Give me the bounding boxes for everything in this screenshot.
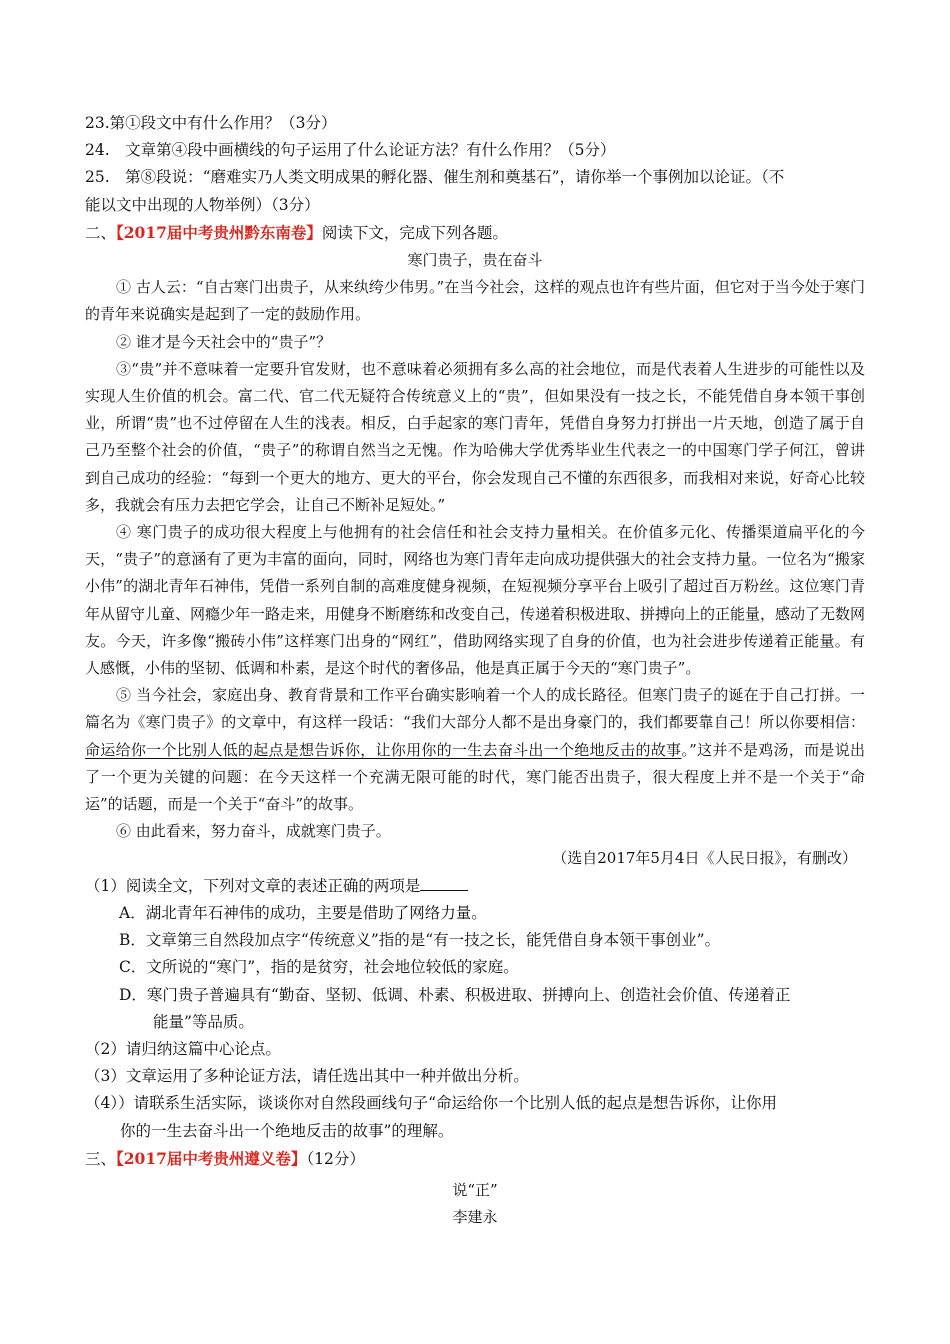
article-paragraph-6: ⑥ 由此看来，努力奋斗，成就寒门贵子。 bbox=[116, 822, 391, 841]
question-25-cont: 能以文中出现的人物举例）（3分） bbox=[85, 195, 320, 214]
article-title: 寒门贵子，贵在奋斗 bbox=[407, 251, 543, 270]
section-3-score: （12分） bbox=[306, 1149, 365, 1168]
article-paragraph-5 bbox=[85, 682, 865, 818]
section-2-instruction: 阅读下文，完成下列各题。 bbox=[321, 223, 508, 242]
section-2-prefix: 二、 bbox=[85, 223, 117, 242]
section-2-source: 【2017届中考贵州黔东南卷】 bbox=[116, 222, 322, 242]
section-2-heading bbox=[85, 219, 865, 247]
option-c: C．文所说的“寒门”，指的是贫穷，社会地位较低的家庭。 bbox=[119, 958, 519, 977]
question-23: 23.第①段文中有什么作用？（3分） bbox=[85, 114, 337, 132]
option-b: B．文章第三自然段加点字“传统意义”指的是“有一技之长，能凭借自身本领干事创业”。 bbox=[119, 931, 721, 950]
sub-question-3: （3）文章运用了多种论证方法，请任选出其中一种并做出分析。 bbox=[85, 1067, 529, 1086]
answer-blank bbox=[420, 876, 468, 891]
section-3-prefix: 三、 bbox=[85, 1149, 117, 1168]
section-3-source: 【2017届中考贵州遵义卷】 bbox=[116, 1148, 307, 1168]
article-source-note: （选自2017年5月4日《人民日报》，有删改） bbox=[552, 849, 857, 868]
section-3-heading bbox=[85, 1145, 865, 1173]
document-content bbox=[85, 110, 865, 1231]
article-paragraph-4: ④ 寒门贵子的成功很大程度上与他拥有的社会信任和社会支持力量相关。在价值多元化、传播渠道扁平化的今天，“贵子”的意涵有了更为丰富的面向，同时，网络也为寒门青年走向成功提供强大的社会支持力量。一位名为“搬家小伟”的湖北青年石神伟，凭借一系列自制的高难度健身视频，在短视频分享平台上吸引了超过百万粉丝。这位寒门青年从留守儿童、网瘾少年一路走来，用健身不断磨练和改变自己，传递着积极进取、拼搏向上的正能量，感动了无数网友。今天，许多像“搬砖小伟”这样寒门出身的“网红”，借助网络实现了自身的价值，也为社会进步传递着正能量。有人感慨，小伟的坚韧、低调和朴素，是这个时代的奢侈品，他是真正属于今天的“寒门贵子”。 bbox=[85, 523, 866, 678]
underlined-sentence: 命运给你一个比别人低的起点是想告诉你，让你用你的一生去奋斗出一个绝地反击的故事 bbox=[85, 740, 682, 759]
article-paragraph-1: ① 古人云：“自古寒门出贵子，从来纨绔少伟男。”在当今社会，这样的观点也许有些片面，但它对于当今处于寒门的青年来说确实是起到了一定的鼓励作用。 bbox=[85, 278, 865, 324]
sub-question-1 bbox=[85, 873, 865, 900]
paragraph-5-text-end: 。”这并不是鸡汤，而是说出了一个更为关键的问题：在今天这样一个充满无限可能的时代，寒门能否出贵子，很大程度上并不是一个关于“命运”的话题，而是一个关于“奋斗”的故事。 bbox=[85, 740, 865, 814]
sub-question-2: （2）请归纳这篇中心论点。 bbox=[85, 1039, 281, 1058]
article-paragraph-3: ③“贵”并不意味着一定要升官发财，也不意味着必须拥有多么高的社会地位，而是代表着人生进步的可能性以及实现人生价值的机会。富二代、官二代无疑符合传统意义上的“贵”，但如果没有一技之长，不能凭借自身本领干事创业，所谓“贵”也不过停留在人生的浅表。相反，白手起家的寒门青年，凭借自身努力打拼出一片天地，创造了属于自己乃至整个社会的价值，“贵子”的称谓自然当之无愧。作为哈佛大学优秀毕业生代表之一的中国寒门学子何江，曾讲到自己成功的经验：“每到一个更大的地方、更大的平台，你会发现自己不懂的东西很多，而我相对来说，好奇心比较多，我就会有压力去把它学会，让自己不断补足短处。” bbox=[85, 359, 865, 514]
option-d: D．寒门贵子普遍具有“勤奋、坚韧、低调、朴素、积极进取、拼搏向上、创造社会价值、传递着正 bbox=[119, 985, 791, 1004]
sub-question-4-cont: 你的一生去奋斗出一个绝地反击的故事”的理解。 bbox=[120, 1121, 454, 1140]
section-3-author: 李建永 bbox=[452, 1208, 498, 1227]
article-paragraph-2: ② 谁才是今天社会中的“贵子”？ bbox=[116, 332, 332, 351]
question-25: 25. 第⑧段说：“磨难实乃人类文明成果的孵化器、催生剂和奠基石”，请你举一个事例加以论证。（不 bbox=[85, 168, 785, 187]
sub-question-4: （4））请联系生活实际，谈谈你对自然段画线句子“命运给你一个比别人低的起点是想告诉你，让你用 bbox=[85, 1094, 778, 1113]
option-a: A．湖北青年石神伟的成功，主要是借助了网络力量。 bbox=[119, 903, 487, 922]
question-24: 24. 文章第④段中画横线的句子运用了什么论证方法？有什么作用？（5分） bbox=[85, 141, 616, 160]
paragraph-5-text: ⑤ 当今社会，家庭出身、教育背景和工作平台确实影响着一个人的成长路径。但寒门贵子的诞在于自己打拼。一篇名为《寒门贵子》的文章中，有这样一段话：“我们大部分人都不是出身豪门的，我们都要靠自己！所以你要相信： bbox=[85, 686, 865, 732]
sub-question-1-text: （1）阅读全文，下列对文章的表述正确的两项是 bbox=[85, 876, 421, 895]
section-3-title: 说“正” bbox=[452, 1180, 498, 1199]
option-d-cont: 能量”等品质。 bbox=[153, 1012, 254, 1031]
